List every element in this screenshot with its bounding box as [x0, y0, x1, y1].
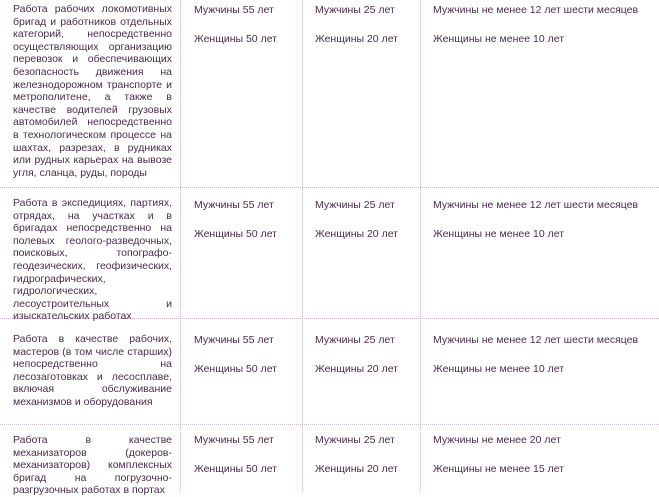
- experience-women: Женщины 20 лет: [315, 463, 398, 475]
- special-experience-men: Мужчины не менее 12 лет шести месяцев: [433, 334, 639, 346]
- row-divider: [0, 424, 659, 425]
- column-divider: [302, 0, 303, 491]
- experience-men: Мужчины 25 лет: [315, 334, 395, 346]
- special-experience-women: Женщины не менее 10 лет: [433, 363, 565, 375]
- row-description: Работа в экспедициях, партиях, отрядах, на участках и в бригадах непосредственно на полевых геолого-разведочных, поисковых, топографо-геодезических, геофизических, гидрографических, гидрологических, лесоустроительных и изыскательских работах: [13, 197, 172, 323]
- row-description: Работа в качестве механизаторов (докеров-механизаторов) комплексных бригад на погрузочно-разгрузочных работах в портах: [13, 434, 172, 497]
- column-divider: [180, 0, 181, 491]
- age-women: Женщины 50 лет: [194, 463, 277, 475]
- row-description: Работа в качестве рабочих, мастеров (в том числе старших) непосредственно на лесозаготовках и лесосплаве, включая обслуживание механизмов и оборудования: [13, 333, 172, 408]
- age-men: Мужчины 55 лет: [194, 434, 274, 446]
- special-experience-women: Женщины не менее 10 лет: [433, 33, 565, 45]
- special-experience-men: Мужчины не менее 12 лет шести месяцев: [433, 199, 639, 211]
- row-description: Работа рабочих локомотивных бригад и работников отдельных категорий, непосредственно осуществляющих организацию перевозок и обеспечивающих безопасность движения на железнодорожном транспорте и метрополитене, а также в качестве водителей грузовых автомобилей непосредственно в технологическом процессе на шахтах, разрезах, в рудниках или рудных карьерах на вывозе угля, сланца, руды, породы: [13, 3, 172, 179]
- special-experience-men: Мужчины не менее 12 лет шести месяцев: [433, 4, 639, 16]
- age-women: Женщины 50 лет: [194, 33, 277, 45]
- row-divider: [0, 187, 659, 188]
- experience-men: Мужчины 25 лет: [315, 434, 395, 446]
- special-experience-women: Женщины не менее 10 лет: [433, 228, 565, 240]
- age-men: Мужчины 55 лет: [194, 199, 274, 211]
- experience-women: Женщины 20 лет: [315, 228, 398, 240]
- experience-men: Мужчины 25 лет: [315, 4, 395, 16]
- age-women: Женщины 50 лет: [194, 363, 277, 375]
- experience-women: Женщины 20 лет: [315, 33, 398, 45]
- experience-men: Мужчины 25 лет: [315, 199, 395, 211]
- age-men: Мужчины 55 лет: [194, 4, 274, 16]
- special-experience-women: Женщины не менее 15 лет: [433, 463, 565, 475]
- column-divider: [420, 0, 421, 491]
- special-experience-men: Мужчины не менее 20 лет: [433, 434, 561, 446]
- age-men: Мужчины 55 лет: [194, 334, 274, 346]
- experience-women: Женщины 20 лет: [315, 363, 398, 375]
- age-women: Женщины 50 лет: [194, 228, 277, 240]
